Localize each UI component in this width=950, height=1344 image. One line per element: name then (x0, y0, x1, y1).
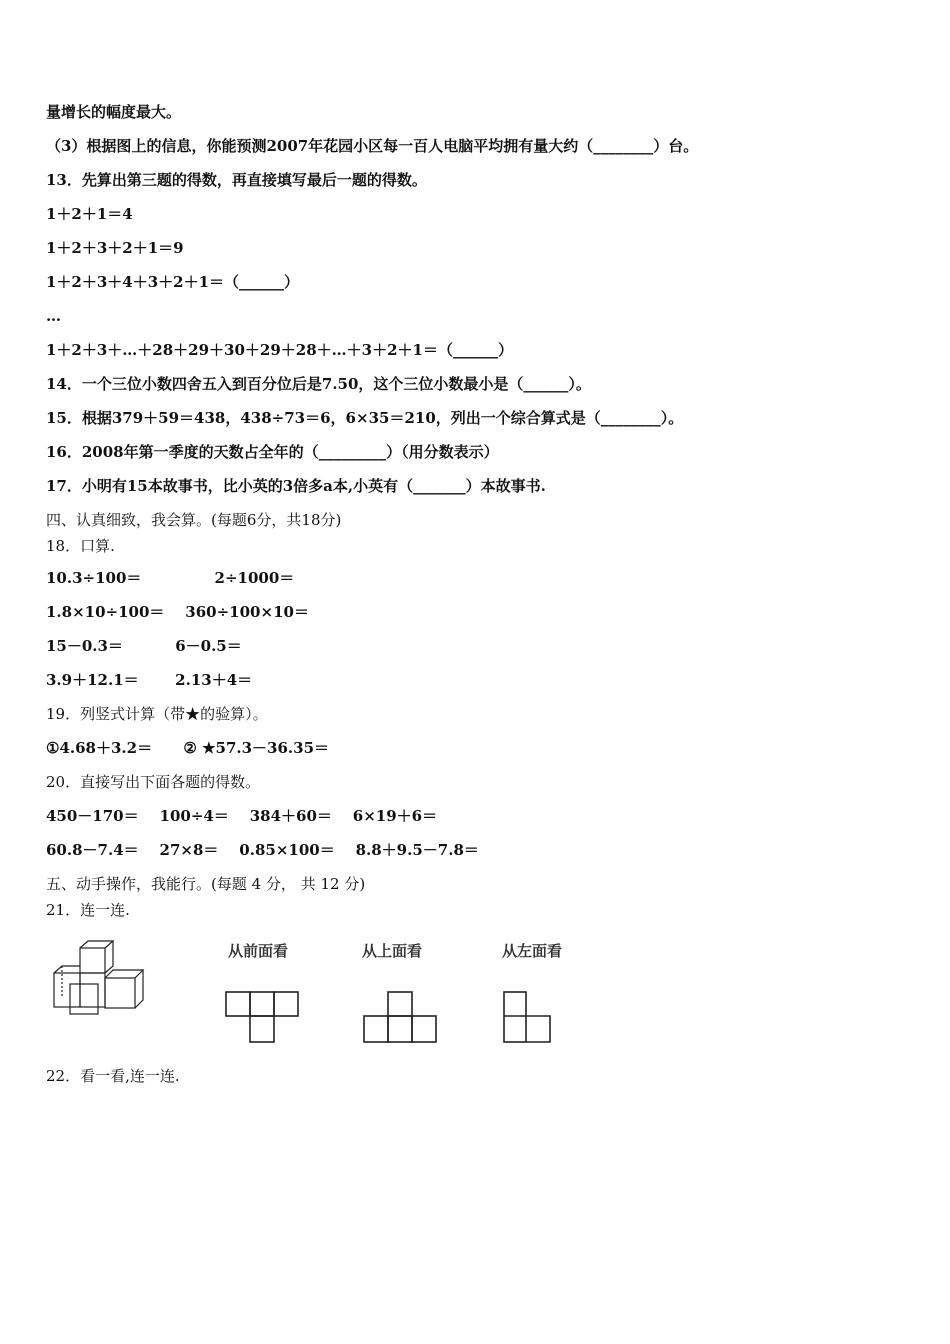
vertical-calc-row: ①4.68＋3.2＝ ② ★57.3－36.35＝ (46, 739, 330, 757)
question-13: 13．先算出第三题的得数，再直接填写最后一题的得数。 (46, 171, 427, 189)
oral-calc-row-1: 10.3÷100＝ 2÷1000＝ (46, 569, 295, 587)
question-15: 15．根据379＋59＝438，438÷73＝6，6×35＝210，列出一个综合算式是（________）。 (46, 409, 684, 427)
top-view-shape (362, 990, 442, 1046)
cube-arrangement-figure (48, 938, 158, 1022)
front-view-label: 从前面看 (228, 942, 289, 960)
question-16: 16．2008年第一季度的天数占全年的（_________）（用分数表示） (46, 443, 499, 461)
question-19: 19．列竖式计算（带★的验算）。 (46, 705, 268, 723)
question-21: 21．连一连. (46, 901, 130, 919)
question-17: 17．小明有15本故事书，比小英的3倍多a本,小英有（_______）本故事书. (46, 477, 546, 495)
oral-calc-row-2: 1.8×10÷100＝ 360÷100×10＝ (46, 603, 309, 621)
oral-calc-row-3: 15－0.3＝ 6－0.5＝ (46, 637, 242, 655)
top-view-label: 从上面看 (362, 942, 423, 960)
calc-row-1: 450－170＝ 100÷4＝ 384＋60＝ 6×19＋6＝ (46, 807, 438, 825)
text-line-1: 量增长的幅度最大。 (46, 103, 182, 121)
equation-4: 1＋2＋3＋…＋28＋29＋30＋29＋28＋…＋3＋2＋1＝（______） (46, 341, 513, 359)
ellipsis: … (46, 307, 61, 325)
question-20: 20．直接写出下面各题的得数。 (46, 773, 261, 791)
calc-row-2: 60.8－7.4＝ 27×8＝ 0.85×100＝ 8.8＋9.5－7.8＝ (46, 841, 479, 859)
left-view-shape (502, 990, 558, 1046)
front-view-shape (224, 990, 302, 1046)
equation-2: 1＋2＋3＋2＋1＝9 (46, 239, 184, 257)
section-4-heading: 四、认真细致，我会算。(每题6分，共18分) (46, 511, 342, 529)
equation-1: 1＋2＋1＝4 (46, 205, 133, 223)
section-5-heading: 五、动手操作，我能行。(每题 4 分， 共 12 分) (46, 875, 366, 893)
text-line-2: （3）根据图上的信息，你能预测2007年花园小区每一百人电脑平均拥有量大约（________）台。 (46, 137, 699, 155)
question-14: 14．一个三位小数四舍五入到百分位后是7.50，这个三位小数最小是（______）。 (46, 375, 591, 393)
oral-calc-row-4: 3.9＋12.1＝ 2.13＋4＝ (46, 671, 253, 689)
question-22: 22．看一看,连一连. (46, 1067, 180, 1085)
question-18: 18．口算. (46, 537, 115, 555)
equation-3: 1＋2＋3＋4＋3＋2＋1＝（______） (46, 273, 300, 291)
left-view-label: 从左面看 (502, 942, 563, 960)
